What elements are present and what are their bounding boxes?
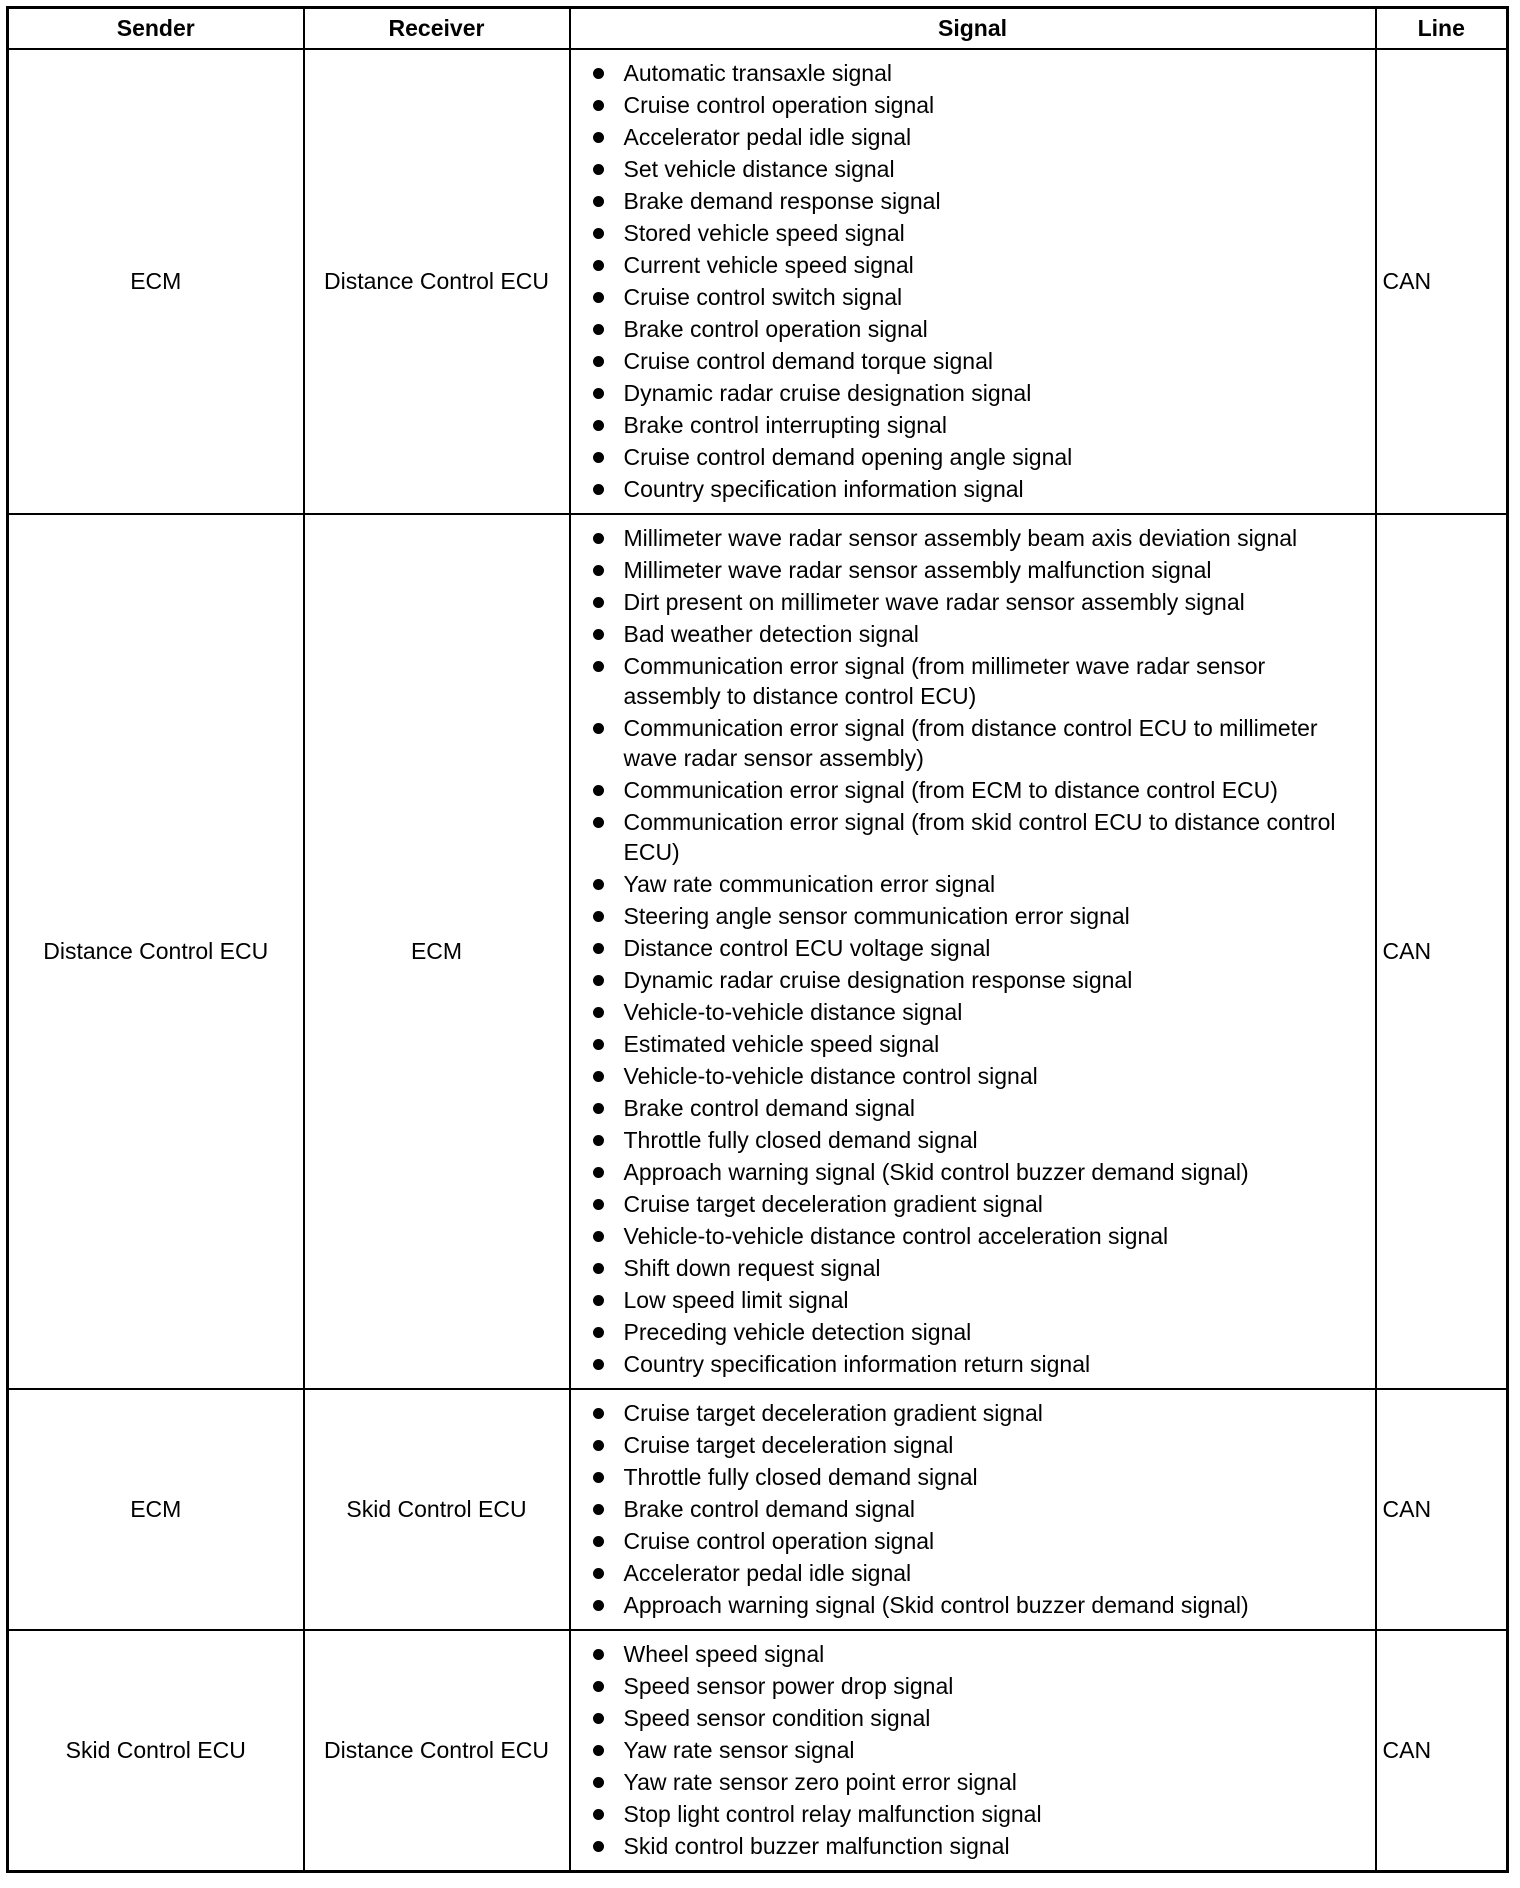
signal-cell xyxy=(570,514,1376,1389)
bullet-icon xyxy=(593,879,604,890)
signal-text: Cruise control operation signal xyxy=(623,92,935,118)
bullet-icon xyxy=(593,1600,604,1611)
bullet-icon xyxy=(593,420,604,431)
signal-list-item xyxy=(593,1253,1363,1283)
signal-list-item xyxy=(593,250,1363,280)
bullet-icon xyxy=(593,1713,604,1724)
signal-text: Communication error signal (from ECM to distance control ECU) xyxy=(623,777,1278,803)
bullet-icon xyxy=(593,1295,604,1306)
signal-list-item xyxy=(593,1398,1363,1428)
signal-text: Dynamic radar cruise designation response signal xyxy=(623,967,1133,993)
signal-text: Accelerator pedal idle signal xyxy=(623,124,912,150)
line-cell: CAN xyxy=(1376,49,1508,514)
signal-list-item xyxy=(593,346,1363,376)
signal-list-item xyxy=(593,997,1363,1027)
signal-text: Cruise control operation signal xyxy=(623,1528,935,1554)
signal-text: Stop light control relay malfunction signal xyxy=(623,1801,1042,1827)
signal-list-item xyxy=(593,314,1363,344)
signal-text: Brake control demand signal xyxy=(623,1095,915,1121)
bullet-icon xyxy=(593,817,604,828)
signal-list-item xyxy=(593,1735,1363,1765)
signal-text: Communication error signal (from distance control ECU to millimeter wave radar sensor assembly) xyxy=(623,715,1318,771)
signal-list xyxy=(593,1639,1363,1861)
signal-text: Estimated vehicle speed signal xyxy=(623,1031,940,1057)
signal-text: Vehicle-to-vehicle distance control acceleration signal xyxy=(623,1223,1169,1249)
bullet-icon xyxy=(593,260,604,271)
signal-list-item xyxy=(593,1590,1363,1620)
bullet-icon xyxy=(593,1472,604,1483)
bullet-icon xyxy=(593,324,604,335)
bullet-icon xyxy=(593,629,604,640)
signal-list-item xyxy=(593,378,1363,408)
signal-list-item xyxy=(593,651,1363,711)
signal-list-item xyxy=(593,1157,1363,1187)
bullet-icon xyxy=(593,1681,604,1692)
signal-text: Country specification information signal xyxy=(623,476,1024,502)
table-row xyxy=(8,514,1508,1389)
signal-text: Cruise control switch signal xyxy=(623,284,903,310)
bullet-icon xyxy=(593,785,604,796)
bullet-icon xyxy=(593,228,604,239)
signal-text: Dynamic radar cruise designation signal xyxy=(623,380,1032,406)
signal-list-item xyxy=(593,965,1363,995)
signal-list xyxy=(593,523,1363,1379)
signal-text: Bad weather detection signal xyxy=(623,621,919,647)
bullet-icon xyxy=(593,597,604,608)
signal-list-item xyxy=(593,587,1363,617)
signal-text: Skid control buzzer malfunction signal xyxy=(623,1833,1010,1859)
signal-text: Accelerator pedal idle signal xyxy=(623,1560,912,1586)
header-receiver: Receiver xyxy=(304,8,570,50)
bullet-icon xyxy=(593,1135,604,1146)
bullet-icon xyxy=(593,388,604,399)
signal-text: Vehicle-to-vehicle distance signal xyxy=(623,999,963,1025)
signal-list-item xyxy=(593,1799,1363,1829)
signal-text: Cruise target deceleration gradient signal xyxy=(623,1191,1043,1217)
receiver-cell: Distance Control ECU xyxy=(304,1630,570,1872)
signal-list-item xyxy=(593,1061,1363,1091)
signal-list-item xyxy=(593,1671,1363,1701)
line-cell: CAN xyxy=(1376,1630,1508,1872)
receiver-cell: Skid Control ECU xyxy=(304,1389,570,1630)
signal-text: Stored vehicle speed signal xyxy=(623,220,905,246)
signal-list-item xyxy=(593,1558,1363,1588)
bullet-icon xyxy=(593,1777,604,1788)
bullet-icon xyxy=(593,484,604,495)
bullet-icon xyxy=(593,661,604,672)
signal-list-item xyxy=(593,1285,1363,1315)
bullet-icon xyxy=(593,1039,604,1050)
signal-text: Shift down request signal xyxy=(623,1255,881,1281)
signal-list-item xyxy=(593,1029,1363,1059)
signal-list-item xyxy=(593,1703,1363,1733)
signal-text: Approach warning signal (Skid control buzzer demand signal) xyxy=(623,1159,1249,1185)
signal-text: Communication error signal (from millimeter wave radar sensor assembly to distance control ECU) xyxy=(623,653,1266,709)
header-row xyxy=(8,8,1508,50)
bullet-icon xyxy=(593,1408,604,1419)
bullet-icon xyxy=(593,1263,604,1274)
signal-cell xyxy=(570,1389,1376,1630)
signal-text: Distance control ECU voltage signal xyxy=(623,935,991,961)
signal-list-item xyxy=(593,1221,1363,1251)
signal-list-item xyxy=(593,555,1363,585)
signal-list-item xyxy=(593,122,1363,152)
bullet-icon xyxy=(593,100,604,111)
bullet-icon xyxy=(593,533,604,544)
signal-list-item xyxy=(593,410,1363,440)
signal-text: Cruise target deceleration signal xyxy=(623,1432,954,1458)
signal-text: Brake control operation signal xyxy=(623,316,928,342)
bullet-icon xyxy=(593,1649,604,1660)
bullet-icon xyxy=(593,1359,604,1370)
signal-text: Yaw rate sensor signal xyxy=(623,1737,855,1763)
signal-text: Brake control demand signal xyxy=(623,1496,915,1522)
signal-text: Country specification information return signal xyxy=(623,1351,1091,1377)
signal-text: Current vehicle speed signal xyxy=(623,252,914,278)
signal-text: Throttle fully closed demand signal xyxy=(623,1127,978,1153)
signal-list-item xyxy=(593,186,1363,216)
signal-text: Wheel speed signal xyxy=(623,1641,825,1667)
bullet-icon xyxy=(593,1536,604,1547)
signal-list-item xyxy=(593,1125,1363,1155)
signal-text: Communication error signal (from skid control ECU to distance control ECU) xyxy=(623,809,1336,865)
bullet-icon xyxy=(593,1568,604,1579)
receiver-cell: Distance Control ECU xyxy=(304,49,570,514)
signal-list-item xyxy=(593,1462,1363,1492)
signal-list-item xyxy=(593,442,1363,472)
bullet-icon xyxy=(593,1504,604,1515)
signal-list-item xyxy=(593,58,1363,88)
bullet-icon xyxy=(593,975,604,986)
bullet-icon xyxy=(593,1231,604,1242)
signal-text: Yaw rate sensor zero point error signal xyxy=(623,1769,1017,1795)
bullet-icon xyxy=(593,1809,604,1820)
bullet-icon xyxy=(593,1103,604,1114)
bullet-icon xyxy=(593,132,604,143)
signal-text: Brake demand response signal xyxy=(623,188,941,214)
signal-text: Preceding vehicle detection signal xyxy=(623,1319,972,1345)
signal-text: Dirt present on millimeter wave radar sensor assembly signal xyxy=(623,589,1245,615)
bullet-icon xyxy=(593,565,604,576)
bullet-icon xyxy=(593,1167,604,1178)
bullet-icon xyxy=(593,1199,604,1210)
signal-list-item xyxy=(593,1494,1363,1524)
bullet-icon xyxy=(593,1007,604,1018)
bullet-icon xyxy=(593,1841,604,1852)
table-row xyxy=(8,1389,1508,1630)
signal-list-item xyxy=(593,282,1363,312)
signal-list-item xyxy=(593,933,1363,963)
signal-text: Low speed limit signal xyxy=(623,1287,849,1313)
signal-text: Millimeter wave radar sensor assembly malfunction signal xyxy=(623,557,1212,583)
header-signal: Signal xyxy=(570,8,1376,50)
sender-cell: ECM xyxy=(8,49,304,514)
bullet-icon xyxy=(593,1440,604,1451)
signal-list-item xyxy=(593,90,1363,120)
signal-text: Millimeter wave radar sensor assembly beam axis deviation signal xyxy=(623,525,1298,551)
signal-list-item xyxy=(593,869,1363,899)
signal-list xyxy=(593,1398,1363,1620)
signal-text: Throttle fully closed demand signal xyxy=(623,1464,978,1490)
signal-text: Cruise target deceleration gradient signal xyxy=(623,1400,1043,1426)
signal-text: Brake control interrupting signal xyxy=(623,412,947,438)
sender-cell: Skid Control ECU xyxy=(8,1630,304,1872)
signal-text: Steering angle sensor communication error signal xyxy=(623,903,1130,929)
signal-list-item xyxy=(593,154,1363,184)
receiver-cell: ECM xyxy=(304,514,570,1389)
signal-text: Cruise control demand opening angle signal xyxy=(623,444,1073,470)
signal-list-item xyxy=(593,1189,1363,1219)
signal-list xyxy=(593,58,1363,504)
signal-list-item xyxy=(593,1767,1363,1797)
signal-list-item xyxy=(593,1639,1363,1669)
header-sender: Sender xyxy=(8,8,304,50)
bullet-icon xyxy=(593,164,604,175)
bullet-icon xyxy=(593,1745,604,1756)
header-line: Line xyxy=(1376,8,1508,50)
signal-list-item xyxy=(593,218,1363,248)
signal-list-item xyxy=(593,1317,1363,1347)
signal-list-item xyxy=(593,901,1363,931)
signal-text: Speed sensor condition signal xyxy=(623,1705,931,1731)
signal-table xyxy=(6,6,1509,1873)
signal-text: Approach warning signal (Skid control buzzer demand signal) xyxy=(623,1592,1249,1618)
signal-list-item xyxy=(593,474,1363,504)
bullet-icon xyxy=(593,1327,604,1338)
bullet-icon xyxy=(593,292,604,303)
bullet-icon xyxy=(593,356,604,367)
bullet-icon xyxy=(593,943,604,954)
bullet-icon xyxy=(593,196,604,207)
table-body xyxy=(8,49,1508,1872)
signal-list-item xyxy=(593,619,1363,649)
signal-text: Automatic transaxle signal xyxy=(623,60,892,86)
signal-text: Speed sensor power drop signal xyxy=(623,1673,954,1699)
signal-list-item xyxy=(593,1831,1363,1861)
signal-text: Vehicle-to-vehicle distance control signal xyxy=(623,1063,1038,1089)
line-cell: CAN xyxy=(1376,514,1508,1389)
signal-list-item xyxy=(593,1526,1363,1556)
sender-cell: Distance Control ECU xyxy=(8,514,304,1389)
signal-list-item xyxy=(593,1430,1363,1460)
signal-cell xyxy=(570,49,1376,514)
signal-list-item xyxy=(593,713,1363,773)
signal-list-item xyxy=(593,523,1363,553)
signal-list-item xyxy=(593,807,1363,867)
table-row xyxy=(8,1630,1508,1872)
sender-cell: ECM xyxy=(8,1389,304,1630)
signal-list-item xyxy=(593,775,1363,805)
signal-list-item xyxy=(593,1093,1363,1123)
bullet-icon xyxy=(593,452,604,463)
signal-text: Set vehicle distance signal xyxy=(623,156,895,182)
signal-cell xyxy=(570,1630,1376,1872)
line-cell: CAN xyxy=(1376,1389,1508,1630)
signal-list-item xyxy=(593,1349,1363,1379)
table-row xyxy=(8,49,1508,514)
signal-text: Yaw rate communication error signal xyxy=(623,871,996,897)
signal-text: Cruise control demand torque signal xyxy=(623,348,993,374)
bullet-icon xyxy=(593,1071,604,1082)
bullet-icon xyxy=(593,911,604,922)
bullet-icon xyxy=(593,723,604,734)
bullet-icon xyxy=(593,68,604,79)
